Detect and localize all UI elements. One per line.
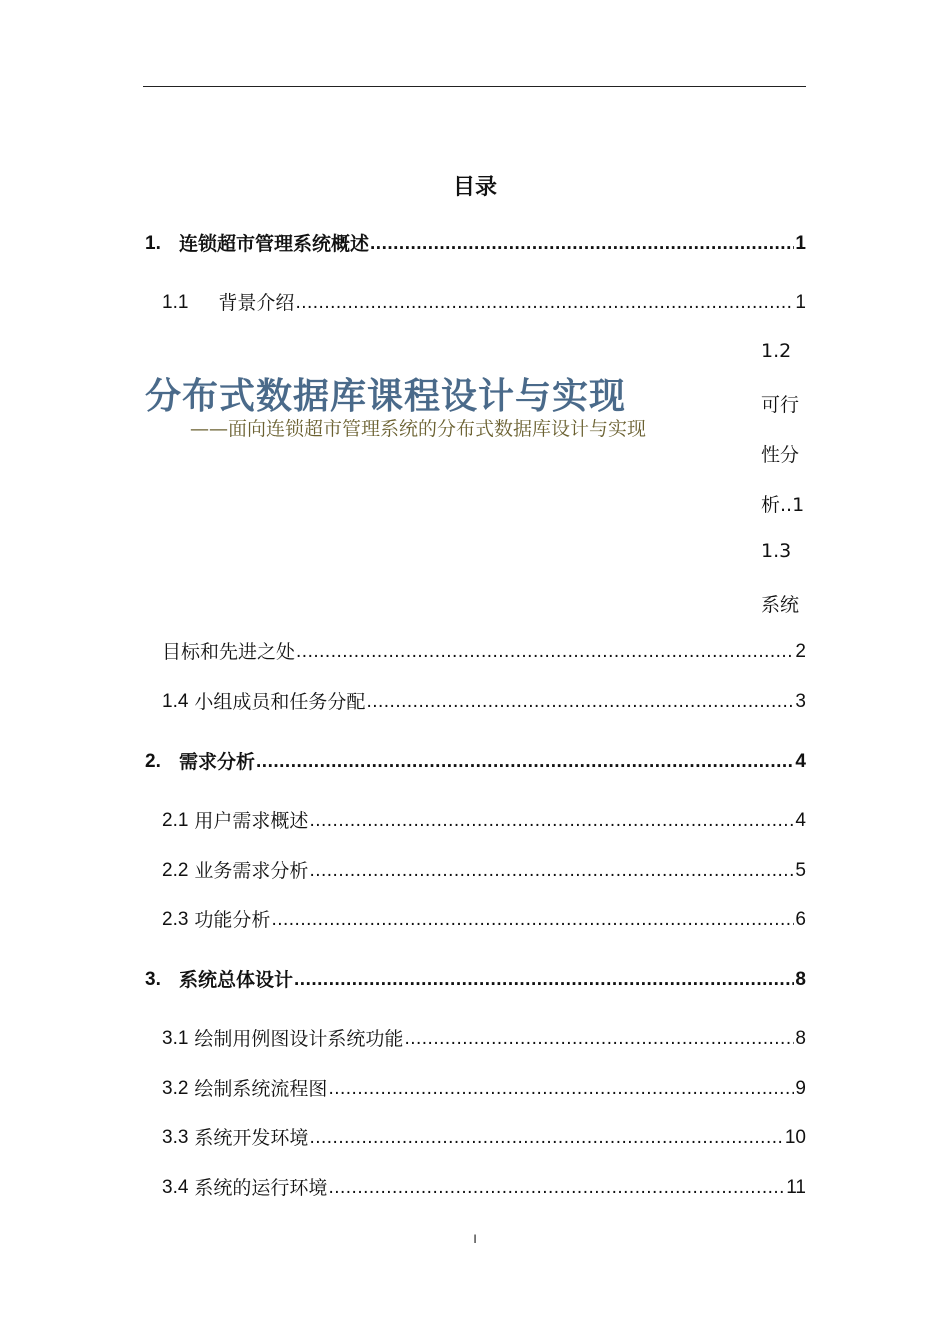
toc-entry-1-1[interactable]	[162, 290, 806, 316]
toc-entry-3-2[interactable]	[162, 1076, 806, 1102]
toc-entry-number: 2.1	[162, 810, 189, 831]
toc-entry-3-4[interactable]	[162, 1175, 806, 1201]
document-subtitle: ——面向连锁超市管理系统的分布式数据库设计与实现	[190, 418, 647, 440]
toc-leader	[271, 907, 794, 933]
toc-entry-page: 4	[795, 810, 806, 831]
toc-entry-label: 功能分析	[194, 909, 271, 931]
toc-entry-page: 1	[795, 233, 806, 254]
toc-entry-label: 需求分析	[179, 751, 256, 773]
toc-entry-label: 目标和先进之处	[162, 641, 296, 663]
toc-entry-label: 绘制系统流程图	[194, 1078, 328, 1100]
toc-entry-page: 6	[795, 909, 806, 930]
page-footer-number: I	[473, 1232, 477, 1246]
toc-entry-number: 1.	[145, 233, 161, 254]
toc-leader	[404, 1026, 794, 1052]
wrapped-text: 1.2	[761, 340, 792, 362]
toc-entry-3-3[interactable]	[162, 1125, 806, 1151]
toc-entry-page: 11	[786, 1177, 806, 1198]
wrapped-text: 1.3	[761, 540, 792, 562]
toc-entry-label: 系统开发环境	[194, 1127, 309, 1149]
toc-entry-label: 系统的运行环境	[194, 1177, 328, 1199]
toc-entry-number: 3.2	[162, 1078, 189, 1099]
toc-entry-page: 4	[795, 751, 806, 772]
toc-entry-page: 9	[795, 1078, 806, 1099]
toc-entry-label: 小组成员和任务分配	[194, 691, 366, 713]
toc-entry-label: 连锁超市管理系统概述	[179, 233, 370, 255]
wrapped-text: 系统	[761, 594, 800, 616]
toc-entry-label: 绘制用例图设计系统功能	[194, 1028, 404, 1050]
toc-leader	[328, 1175, 785, 1201]
wrapped-text: 析..1	[761, 494, 805, 516]
toc-leader	[309, 858, 794, 884]
toc-entry-2-1[interactable]	[162, 808, 806, 834]
toc-entry-number: 1.1	[162, 292, 189, 313]
toc-entry-number: 2.3	[162, 909, 189, 930]
toc-entry-2[interactable]	[145, 749, 806, 775]
toc-entry-page: 8	[795, 1028, 806, 1049]
wrapped-text: 性分	[761, 444, 800, 466]
toc-entry-1-4[interactable]	[162, 689, 806, 715]
toc-entry-1[interactable]	[145, 231, 806, 257]
toc-leader	[294, 967, 794, 993]
toc-leader	[309, 808, 794, 834]
toc-leader	[366, 689, 794, 715]
toc-entry-3-1[interactable]	[162, 1026, 806, 1052]
toc-entry-page: 10	[784, 1127, 806, 1148]
toc-entry-label: 用户需求概述	[194, 810, 309, 832]
toc-leader	[256, 749, 794, 775]
toc-entry-page: 3	[795, 691, 806, 712]
toc-leader	[296, 639, 794, 665]
toc-entry-2-2[interactable]	[162, 858, 806, 884]
toc-entry-number: 3.4	[162, 1177, 189, 1198]
toc-entry-label: 系统总体设计	[179, 969, 294, 991]
toc-entry-label: 背景介绍	[218, 292, 295, 314]
toc-leader	[328, 1076, 794, 1102]
toc-leader	[295, 290, 794, 316]
toc-leader	[370, 231, 794, 257]
toc-entry-page: 8	[795, 969, 806, 990]
toc-title: 目录	[452, 174, 497, 200]
toc-entry-label: 业务需求分析	[194, 860, 309, 882]
toc-entry-number: 1.4	[162, 691, 189, 712]
toc-entry-page: 2	[795, 641, 806, 662]
toc-entry-1-3-cont[interactable]	[162, 639, 806, 665]
toc-entry-number: 3.	[145, 969, 161, 990]
toc-entry-number: 2.	[145, 751, 161, 772]
toc-entry-number: 3.1	[162, 1028, 189, 1049]
toc-entry-number: 3.3	[162, 1127, 189, 1148]
header-rule	[143, 86, 806, 87]
toc-entry-2-3[interactable]	[162, 907, 806, 933]
document-title: 分布式数据库课程设计与实现	[145, 375, 627, 417]
toc-entry-3[interactable]	[145, 967, 806, 993]
toc-entry-page: 5	[795, 860, 806, 881]
toc-entry-page: 1	[795, 292, 806, 313]
toc-entry-number: 2.2	[162, 860, 189, 881]
toc-leader	[309, 1125, 783, 1151]
wrapped-text: 可行	[761, 394, 800, 416]
